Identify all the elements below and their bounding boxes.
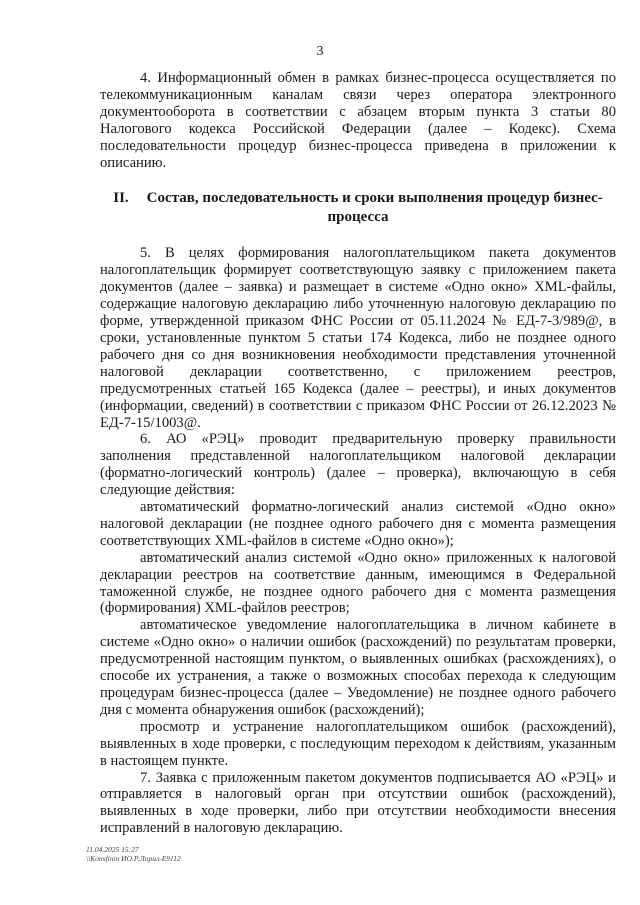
paragraph-6-item-a: автоматический форматно-логический анализ системой «Одно окно» налоговой декларации (не позднее одного рабочего дня с момента размещения соответствующих XML-файлов в системе «Одно окно»); <box>100 499 616 549</box>
paragraph-6: 6. АО «РЭЦ» проводит предварительную проверку правильности заполнения представленной налогоплательщиком налоговой декларации (форматно-логический контроль) (далее – проверка), включающую в себя следующие действия: <box>100 431 616 499</box>
paragraph-6-item-c: автоматическое уведомление налогоплательщика в личном кабинете в системе «Одно окно» о наличии ошибок (расхождений) по результатам проверки, предусмотренной настоящим пунктом, о выявленных ошибках (расхождениях), о способе их устранения, а также о возможных способах перехода к следующим процедурам бизнес-процесса (далее – Уведомление) не позднее одного рабочего дня с момента обнаружения ошибок (расхождений); <box>100 617 616 718</box>
document-body <box>100 70 616 837</box>
paragraph-6-item-d: просмотр и устранение налогоплательщиком ошибок (расхождений), выявленных в ходе проверки, с последующим переходом к действиям, указанным в настоящем пункте. <box>100 718 616 769</box>
paragraph-5: 5. В целях формирования налогоплательщиком пакета документов налогоплательщик формирует соответствующую заявку с приложением пакета документов (далее – заявка) и размещает в системе «Одно окно» XML-файлы, содержащие налоговую декларацию либо уточненную налоговую декларацию по форме, утвержденной приказом ФНС России от 05.11.2024 № ЕД-7-3/989@, в сроки, установленные пунктом 5 статьи 174 Кодекса, либо не позднее одного рабочего дня со дня возникновения необходимости представления уточненной налоговой декларации соответственно, с приложением реестров, предусмотренных статьей 165 Кодекса (далее – реестры), и иных документов (информации, сведений) в соответствии с приказом ФНС России от 26.12.2023 № ЕД-7-15/1003@. <box>100 245 616 431</box>
footer-date: 11.04.2025 15:27 <box>86 845 139 854</box>
page-number: 3 <box>316 44 324 59</box>
section-heading <box>100 189 616 227</box>
paragraph-7: 7. Заявка с приложенным пакетом документов подписывается АО «РЭЦ» и отправляется в налоговый орган при отсутствии ошибок (расхождений), выявленных в ходе проверки, либо при отсутствии необходимости внесения исправлений в налоговую декларацию. <box>100 769 616 837</box>
footer-stamp <box>86 845 181 863</box>
section-title: Состав, последовательность и сроки выполнения процедур бизнес-процесса <box>146 190 603 226</box>
paragraph-4: 4. Информационный обмен в рамках бизнес-процесса осуществляется по телекоммуникационным каналам связи через оператора электронного документооборота в соответствии с абзацем вторым пункта 3 статьи 80 Налогового кодекса Российской Федерации (далее – Кодекс). Схема последовательности процедур бизнес-процесса приведена в приложении к описанию. <box>100 70 616 171</box>
paragraph-6-item-b: автоматический анализ системой «Одно окно» приложенных к налоговой декларации реестров на соответствие данным, имеющимся в Федеральной таможенной службе, не позднее одного рабочего дня с момента размещения (формирования) XML-файлов реестров; <box>100 549 616 617</box>
section-number: II. <box>113 190 129 207</box>
footer-file-path: \\Konsfinin ИО.Р.Лприл-Е9112 <box>86 854 181 863</box>
